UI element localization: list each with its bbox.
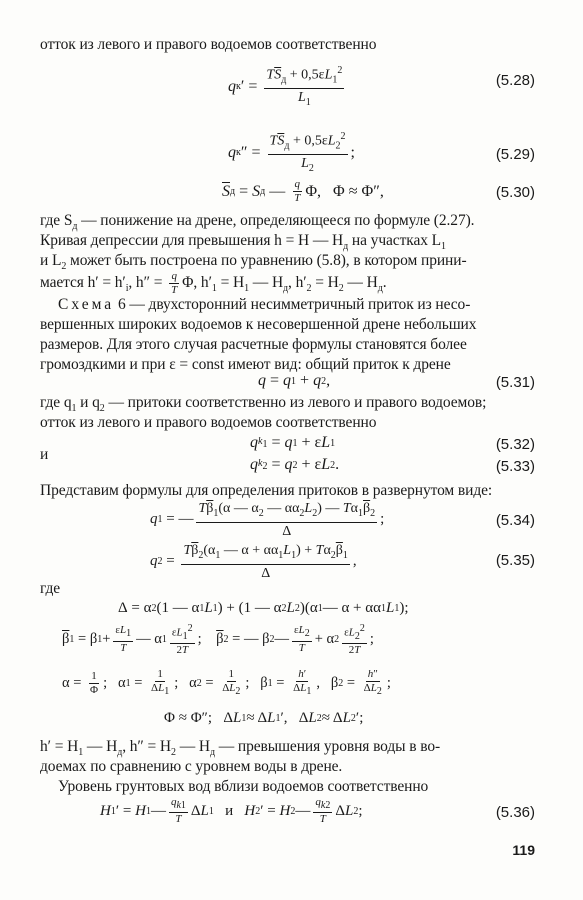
equation-5-35: q 2 = $\frac{T\overline{\beta}_2(\alpha_1 — \alpha + \alpha\alpha_1L_1) + T\alpha_2\overline{\beta}_1}{\Delta}$ , — [150, 543, 357, 581]
equation-number: (5.35) — [495, 552, 535, 569]
equation-number: (5.36) — [495, 804, 535, 821]
equation-number: (5.34) — [495, 512, 535, 529]
text-line: где $S_д$ — понижение на дрене, определяющееся по формуле (2.27). — [40, 212, 475, 233]
equation-approx: Φ ≈ Φ″; Δ L 1 ≈ Δ L 1 ′, Δ L 2 ≈ Δ L 2 ′; — [164, 710, 364, 726]
text-line: размеров. Для этого случая расчетные формулы становятся более — [40, 336, 467, 353]
text-line: Схема 6 — двухсторонний несимметричный приток из несо- — [58, 296, 471, 313]
equation-number: (5.33) — [495, 458, 535, 475]
equation-5-31: q = q 1 + q 2 , — [258, 372, 331, 389]
equation-betas: $\overline{\beta}$ 1 = β 1 + $\frac{\varepsilon L_1}{T}$ — α 1 $\frac{\varepsilon L_1^2}{2T}$ ; $\overline{\beta}$ 2 = — β 2 — $\frac{\varepsilon L_2}{T}$ + α 2 $\frac{\varepsilon L_2^2}{2T}$ ; — [62, 623, 374, 656]
equation-delta: Δ = α 2 (1 — α 1 L 1 ) + (1 — α 2 L 2 )(α 1 — α + αα 1 L 1 ); — [118, 600, 409, 616]
equation-5-28: q к ′ = $\frac{T\overline{S}_д + 0,5\varepsilon L_1^2}{L_1}$ — [228, 62, 347, 111]
text-line: $h' = H_1$ — $H_д$, $h'' = H_2$ — $H_д$ — превышения уровня воды в во- — [40, 738, 441, 759]
equation-number: (5.29) — [495, 146, 535, 163]
equation-5-32: q $k_1$ = q 1 + ε L 1 — [250, 434, 336, 451]
equation-number: (5.32) — [495, 436, 535, 453]
equation-number: (5.31) — [495, 374, 535, 391]
text-line: где — [40, 580, 61, 597]
text-line: Уровень грунтовых вод вблизи водоемов соответственно — [58, 778, 429, 795]
equation-5-29: q к ″ = $\frac{T\overline{S}_д + 0,5\varepsilon L_2^2}{L_2}$ ; — [228, 128, 355, 177]
text-line: вершенных широких водоемов к несовершенной дрене небольших — [40, 316, 477, 333]
equation-5-30: $\overline{S}$ д = S д — $\frac{q}{T}$ Φ, Φ ≈ Φ″, — [222, 178, 384, 204]
page-number: 119 — [512, 842, 535, 858]
text-line: Представим формулы для определения притоков в развернутом виде: — [40, 482, 493, 499]
equation-alphas: α = $\frac{1}{\Phi}$ ; α 1 = $\frac{1}{\Delta L_1}$ ; α 2 = $\frac{1}{\Delta L_2}$ ; β 1 = $\frac{h'}{\Delta L_1}$ , β 2 = $\frac{h''}{\Delta L_2}$ ; — [62, 668, 391, 698]
equation-5-36: H 1 ′ = H 1 — $\frac{q_{k1}}{T}$ Δ L 1 и H 2 ′ = H 2 — $\frac{q_{k2}}{T}$ Δ L 2 ; — [100, 796, 363, 826]
text-line: и $L_2$ может быть построена по уравнению (5.8), в котором прини- — [40, 252, 467, 273]
text-line: отток из левого и правого водоемов соответственно — [40, 414, 377, 431]
text-line: где $q_1$ и $q_2$ — притоки соответственно из левого и правого водоемов; — [40, 394, 487, 415]
equation-5-33: q $k_2$ = q 2 + ε L 2 . — [250, 456, 340, 473]
text-line: Кривая депрессии для превышения h = H — $H_д$ на участках $L_1$ — [40, 232, 446, 253]
equation-number: (5.28) — [495, 72, 535, 89]
text-line: отток из левого и правого водоемов соответственно — [40, 36, 377, 53]
equation-number: (5.30) — [495, 184, 535, 201]
text-line: доемах по сравнению с уровнем воды в дрене. — [40, 758, 343, 775]
text-line: громоздкими и при ε = const имеют вид: общий приток к дрене — [40, 356, 451, 373]
text-line: и — [40, 446, 49, 463]
equation-5-34: q 1 = — $\frac{T\overline{\beta}_1(\alpha — \alpha_2 — \alpha\alpha_2L_2) — T\alpha_1\overline{\beta}_2}{\Delta}$ ; — [150, 501, 385, 539]
text-line: мается $h' = h'_i$, h″ = $\frac{q}{T}$ Φ, $h'_1 = H_1$ — $H_д$, $h'_2 = H_2$ — $H_д$. — [40, 270, 387, 296]
